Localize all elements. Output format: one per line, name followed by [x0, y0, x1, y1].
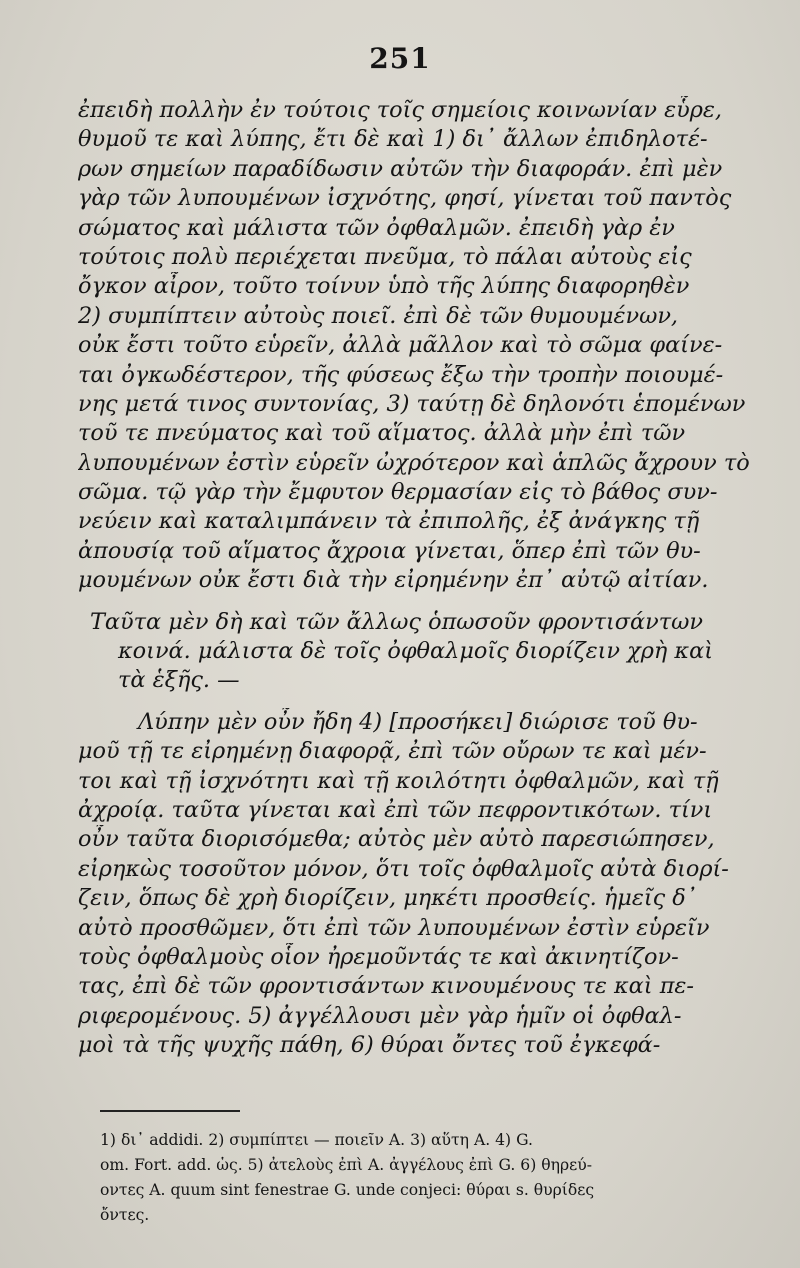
text-line: αὐτὸ προσθῶμεν, ὅτι ἐπὶ τῶν λυπουμένων ἐστὶν εὑρεῖν: [78, 914, 710, 941]
text-line: γὰρ τῶν λυπουμένων ἰσχνότης, φησί, γίνεται τοῦ παντὸς: [78, 185, 732, 212]
text-line: ἀπουσίᾳ τοῦ αἵματος ἄχροια γίνεται, ὅπερ ἐπὶ τῶν θυ-: [78, 537, 701, 564]
text-line: μοὶ τὰ τῆς ψυχῆς πάθη, 6) θύραι ὄντες τοῦ ἐγκεφά-: [78, 1032, 661, 1059]
page-number: 251: [369, 42, 431, 75]
text-line: κοινά. μάλιστα δὲ τοῖς ὀφθαλμοῖς διορίζειν χρὴ καὶ: [118, 638, 713, 665]
main-text: [78, 96, 768, 1061]
text-line: σῶμα. τῷ γὰρ τὴν ἔμφυτον θερμασίαν εἰς τὸ βάθος συν-: [78, 479, 718, 506]
text-line: 2) συμπίπτειν αὐτοὺς ποιεῖ. ἐπὶ δὲ τῶν θυμουμένων,: [78, 302, 679, 329]
text-line: θυμοῦ τε καὶ λύπης, ἔτι δὲ καὶ 1) δι᾽ ἄλλων ἐπιδηλοτέ-: [78, 126, 708, 153]
text-line: ἀχροίᾳ. ταῦτα γίνεται καὶ ἐπὶ τῶν πεφροντικότων. τίνι: [78, 796, 713, 823]
text-line: νεύειν καὶ καταλιμπάνειν τὰ ἐπιπολῆς, ἐξ ἀνάγκης τῇ: [78, 508, 700, 535]
paragraph-1: [78, 96, 768, 596]
text-line: λυπουμένων ἐστὶν εὑρεῖν ὠχρότερον καὶ ἁπλῶς ἄχρουν τὸ: [78, 449, 750, 476]
text-line: σώματος καὶ μάλιστα τῶν ὀφθαλμῶν. ἐπειδὴ γὰρ ἐν: [78, 214, 675, 241]
text-line: μοῦ τῇ τε εἰρημένῃ διαφορᾷ, ἐπὶ τῶν οὔρων τε καὶ μέν-: [78, 738, 707, 765]
text-line: τοι καὶ τῇ ἰσχνότητι καὶ τῇ κοιλότητι ὀφθαλμῶν, καὶ τῇ: [78, 767, 719, 794]
footnote-line: ὄντες.: [100, 1206, 150, 1224]
text-line: τοῦ τε πνεύματος καὶ τοῦ αἵματος. ἀλλὰ μὴν ἐπὶ τῶν: [78, 420, 686, 447]
text-line: τοὺς ὀφθαλμοὺς οἷον ἠρεμοῦντάς τε καὶ ἀκινητίζον-: [78, 943, 679, 970]
text-line: οὖν ταῦτα διορισόμεθα; αὐτὸς μὲν αὐτὸ παρεσιώπησεν,: [78, 826, 715, 853]
text-line: ζειν, ὅπως δὲ χρὴ διορίζειν, μηκέτι προσθείς. ἡμεῖς δ᾽: [78, 885, 697, 912]
text-line: οὐκ ἔστι τοῦτο εὑρεῖν, ἀλλὰ μᾶλλον καὶ τὸ σῶμα φαίνε-: [78, 332, 723, 359]
text-line: εἰρηκὼς τοσοῦτον μόνον, ὅτι τοῖς ὀφθαλμοῖς αὐτὰ διορί-: [78, 855, 729, 882]
text-line: τούτοις πολὺ περιέχεται πνεῦμα, τὸ πάλαι αὐτοὺς εἰς: [78, 243, 692, 270]
paragraph-2: [78, 608, 768, 696]
text-line: ται ὀγκωδέστερον, τῆς φύσεως ἔξω τὴν τροπὴν ποιουμέ-: [78, 361, 724, 388]
text-line: ἐπειδὴ πολλὴν ἐν τούτοις τοῖς σημείοις κοινωνίαν εὗρε,: [78, 97, 723, 123]
paragraph-3: [78, 708, 768, 1061]
text-line: ριφερομένους. 5) ἀγγέλλουσι μὲν γὰρ ἡμῖν οἱ ὀφθαλ-: [78, 1002, 682, 1029]
text-line: ρων σημείων παραδίδωσιν αὐτῶν τὴν διαφοράν. ἐπὶ μὲν: [78, 155, 723, 182]
text-line: Ταῦτα μὲν δὴ καὶ τῶν ἄλλως ὁπωσοῦν φροντισάντων: [90, 608, 704, 635]
footnote-line: οντες A. quum sint fenestrae G. unde conjeci: θύραι s. θυρίδες: [100, 1181, 595, 1199]
text-line: μουμένων οὐκ ἔστι διὰ τὴν εἰρημένην ἐπ᾽ αὐτῷ αἰτίαν.: [78, 567, 709, 594]
text-line: τὰ ἑξῆς. —: [118, 667, 240, 694]
text-line: ὄγκον αἶρον, τοῦτο τοίνυν ὑπὸ τῆς λύπης διαφορηθὲν: [78, 273, 690, 300]
text-line: Λύπην μὲν οὖν ἤδη 4) [προσήκει] διώρισε τοῦ θυ-: [138, 708, 698, 735]
footnotes: [100, 1128, 760, 1228]
text-line: τας, ἐπὶ δὲ τῶν φροντισάντων κινουμένους τε καὶ πε-: [78, 973, 694, 1000]
text-line: νης μετά τινος συντονίας, 3) ταύτῃ δὲ δηλονότι ἑπομένων: [78, 390, 746, 417]
footnote-line: om. Fort. add. ὡς. 5) ἀτελοὺς ἐπὶ A. ἀγγέλους ἐπὶ G. 6) θηρεύ-: [100, 1156, 592, 1174]
footnote-divider: [100, 1110, 240, 1112]
footnote-line: 1) δι᾽ addidi. 2) συμπίπτει — ποιεῖν A. 3) αὕτη A. 4) G.: [100, 1131, 533, 1149]
